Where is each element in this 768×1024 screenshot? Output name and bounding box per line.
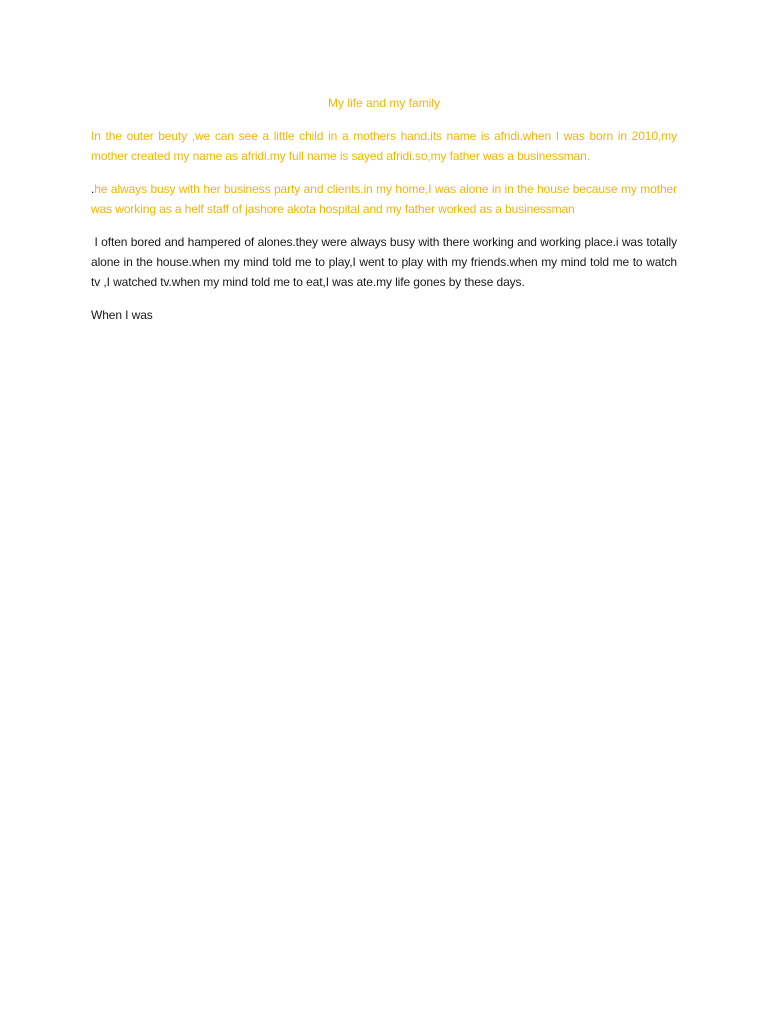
document-title: My life and my family: [327, 96, 441, 110]
paragraph-intro: In the outer beuty ,we can see a little child in a mothers hand.its name is afridi.when I was born in 2010,my mother created my name as afridi.my full name is sayed afridi.so,my father was a businessman.: [91, 129, 677, 163]
document-body: [91, 93, 681, 338]
paragraph-alone: I often bored and hampered of alones.they were always busy with there working and working place.i was totally alone in the house.when my mind told me to play,I went to play with my friends.when my mind told me to watch tv ,I watched tv.when my mind told me to eat,I was ate.my life gones by these days.: [91, 235, 681, 289]
paragraph-family: [91, 179, 677, 219]
paragraph-lead-dot: .: [91, 182, 95, 196]
paragraph-family-text: he always busy with her business party and clients.in my home,I was alone in in the house because my mother was working as a helf staff of jashore akota hospital and my father worked as a businessman: [91, 182, 677, 216]
paragraph-unfinished: When I was: [91, 308, 153, 322]
